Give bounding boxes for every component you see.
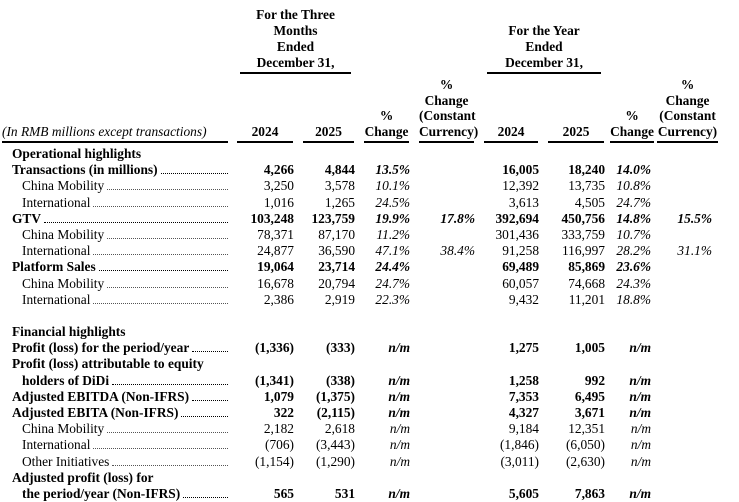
header-empty — [655, 5, 720, 74]
cell-value: 13.5% — [375, 162, 411, 178]
cell-value: (2,630) — [565, 453, 606, 469]
dot-leader — [161, 173, 228, 174]
cell-value: 24.7% — [616, 194, 652, 210]
row-label — [0, 454, 232, 470]
cell-value: 87,170 — [318, 227, 356, 243]
cell-empty — [414, 454, 479, 470]
row-label-text: the period/year (Non-IFRS) — [22, 486, 181, 502]
table-row — [0, 227, 720, 243]
year-label: 2025 — [562, 123, 590, 139]
cell-value: (1,154) — [254, 453, 294, 469]
cell-value: (1,290) — [315, 453, 356, 469]
year-label: 2024 — [497, 123, 525, 139]
row-label-line — [12, 405, 232, 421]
dot-leader — [192, 351, 228, 352]
year-label: 2025 — [315, 123, 342, 139]
row-label-text: Other Initiatives — [22, 453, 110, 469]
cell-value: n/m — [389, 437, 411, 453]
cell-value: 47.1% — [375, 243, 411, 259]
cell-value: n/m — [388, 486, 411, 502]
cell-value: 14.0% — [616, 162, 652, 178]
table-row — [0, 259, 720, 275]
cell-value: n/m — [630, 453, 652, 469]
cell-value: 10.7% — [616, 227, 652, 243]
cell-value: 3,613 — [508, 194, 540, 210]
header-year-group — [479, 5, 609, 74]
cell-value: 13,735 — [568, 178, 606, 194]
cell-value: 22.3% — [375, 291, 411, 307]
table-row — [0, 470, 720, 502]
dot-leader — [107, 189, 228, 190]
cell-value: n/m — [629, 486, 652, 502]
cell-value: 17.8% — [440, 210, 476, 226]
cell-value: 531 — [334, 486, 356, 502]
row-label-line — [12, 195, 232, 211]
cell-value: 38.4% — [440, 243, 476, 259]
cell-value: (3,443) — [315, 437, 356, 453]
header-columns-row — [0, 74, 720, 143]
spacer-cell — [0, 308, 720, 324]
row-label-text: International — [22, 194, 91, 210]
row-label-line — [12, 470, 232, 486]
table-row — [0, 405, 720, 421]
cell-value: n/m — [629, 388, 652, 404]
constant-currency-line: (Constant — [659, 108, 716, 123]
cell-value: 4,505 — [574, 194, 606, 210]
cell-value: (338) — [326, 372, 356, 388]
cell-empty — [414, 356, 479, 388]
cell-empty — [655, 437, 720, 453]
year-label: 2024 — [251, 123, 279, 139]
row-label-text: China Mobility — [22, 227, 105, 243]
cell-empty — [655, 405, 720, 421]
cell-value: 31.1% — [677, 243, 713, 259]
pct-change-line: % — [379, 108, 394, 123]
cell-empty — [414, 470, 479, 502]
dot-leader — [183, 497, 228, 498]
cell-empty — [655, 356, 720, 388]
cell-empty — [414, 259, 479, 275]
row-label-line — [12, 243, 232, 259]
cell-value: 24.5% — [375, 194, 411, 210]
cell-value: 116,997 — [561, 243, 606, 259]
cell-value: n/m — [388, 405, 411, 421]
table-row — [0, 421, 720, 437]
header-group-row — [0, 5, 720, 74]
cell-value: 9,184 — [508, 421, 540, 437]
row-label-text: International — [22, 437, 91, 453]
cell-value: (1,336) — [254, 340, 294, 356]
section-row — [0, 324, 720, 340]
cell-value: 16,678 — [257, 275, 294, 291]
cell-empty — [655, 276, 720, 292]
row-label-text: Financial highlights — [12, 324, 126, 340]
row-label — [0, 162, 232, 178]
row-label-text: China Mobility — [22, 275, 105, 291]
header-empty — [414, 5, 479, 74]
row-label — [0, 292, 232, 308]
cell-value: 1,258 — [508, 372, 540, 388]
row-label-line — [12, 292, 232, 308]
section-row — [0, 143, 720, 162]
cell-value: (1,341) — [254, 372, 294, 388]
cell-value: n/m — [629, 340, 652, 356]
cell-empty — [655, 178, 720, 194]
header-q-2025 — [298, 74, 359, 143]
cell-value: n/m — [388, 340, 411, 356]
row-label — [0, 178, 232, 194]
row-label-text: Operational highlights — [12, 146, 142, 161]
table-row — [0, 389, 720, 405]
cell-empty — [414, 162, 479, 178]
cell-value: 6,495 — [574, 388, 606, 404]
dot-leader — [112, 465, 228, 466]
cell-value: 565 — [273, 486, 294, 502]
cell-value: (333) — [326, 340, 356, 356]
cell-value: 2,618 — [324, 421, 356, 437]
row-label — [0, 437, 232, 453]
cell-value: 450,756 — [561, 210, 606, 226]
cell-value: 36,590 — [318, 243, 356, 259]
financial-highlights-table — [0, 5, 720, 502]
header-q-2024 — [232, 74, 298, 143]
header-q-constant-currency — [414, 74, 479, 143]
cell-empty — [414, 421, 479, 437]
header-y-constant-currency — [655, 74, 720, 143]
cell-empty — [655, 454, 720, 470]
row-label-line — [12, 389, 232, 405]
cell-value: (2,115) — [316, 405, 356, 421]
row-label-line — [12, 276, 232, 292]
cell-value: 60,057 — [502, 275, 540, 291]
cell-value: 19.9% — [375, 210, 411, 226]
constant-currency-line: (Constant — [419, 108, 476, 123]
table-row — [0, 437, 720, 453]
cell-value: 3,250 — [263, 178, 294, 194]
cell-value: n/m — [630, 421, 652, 437]
cell-value: 1,005 — [574, 340, 606, 356]
cell-empty — [655, 259, 720, 275]
cell-value: 992 — [584, 372, 606, 388]
header-group-line: December 31, — [256, 55, 335, 70]
header-y-2025 — [543, 74, 609, 143]
cell-empty — [655, 389, 720, 405]
pct-change-line: % — [625, 108, 639, 123]
row-label-line — [12, 178, 232, 194]
header-group-line: Months — [273, 23, 318, 38]
cell-value: 16,005 — [502, 162, 540, 178]
cell-value: 322 — [273, 405, 294, 421]
table-row — [0, 162, 720, 178]
table-row — [0, 292, 720, 308]
pct-change-line: Change — [364, 123, 409, 139]
cell-empty — [414, 389, 479, 405]
cell-value: 123,759 — [311, 210, 356, 226]
row-label-text: Adjusted profit (loss) for — [12, 469, 154, 485]
cell-value: n/m — [388, 372, 411, 388]
cell-value: 4,327 — [508, 405, 540, 421]
cell-value: 4,266 — [263, 162, 294, 178]
constant-currency-line: Change — [424, 92, 469, 108]
cell-value: 3,671 — [574, 405, 606, 421]
cell-empty — [655, 195, 720, 211]
row-label-text: holders of DiDi — [22, 372, 110, 388]
row-label-text: Adjusted EBITA (Non-IFRS) — [12, 405, 179, 421]
dot-leader — [93, 206, 228, 207]
row-label-line — [12, 259, 232, 275]
row-label-text: China Mobility — [22, 178, 105, 194]
cell-value: 1,265 — [324, 194, 356, 210]
header-empty — [359, 5, 414, 74]
cell-value: 69,489 — [502, 259, 540, 275]
dot-leader — [99, 270, 228, 271]
dot-leader — [44, 222, 228, 223]
cell-value: 23.6% — [616, 259, 652, 275]
cell-value: 9,432 — [508, 291, 540, 307]
row-label-text: GTV — [12, 210, 42, 226]
cell-value: 23,714 — [318, 259, 356, 275]
cell-value: n/m — [629, 405, 652, 421]
cell-empty — [414, 195, 479, 211]
row-label-text: International — [22, 291, 91, 307]
row-label — [0, 421, 232, 437]
cell-value: 11,201 — [568, 291, 606, 307]
dot-leader — [93, 448, 228, 449]
row-label-line — [12, 227, 232, 243]
header-empty — [0, 5, 232, 74]
table-row — [0, 178, 720, 194]
cell-value: 5,605 — [508, 486, 540, 502]
dot-leader — [107, 432, 228, 433]
cell-value: 85,869 — [568, 259, 606, 275]
row-label-line — [12, 324, 720, 340]
row-label — [0, 405, 232, 421]
row-label — [0, 276, 232, 292]
row-label — [0, 470, 232, 502]
constant-currency-line: % — [439, 77, 454, 92]
row-label-line — [12, 340, 232, 356]
spacer-row — [0, 308, 720, 324]
cell-value: (1,375) — [315, 388, 356, 404]
cell-value: 11.2% — [376, 227, 411, 243]
cell-value: (1,846) — [499, 437, 540, 453]
cell-value: 15.5% — [677, 210, 713, 226]
cell-value: 28.2% — [616, 243, 652, 259]
table-row — [0, 276, 720, 292]
cell-value: n/m — [389, 421, 411, 437]
table-note-text: (In RMB millions except transactions) — [2, 124, 228, 144]
header-y-2024 — [479, 74, 543, 143]
constant-currency-line: Currency) — [419, 123, 479, 139]
row-label — [0, 195, 232, 211]
row-label — [0, 227, 232, 243]
cell-value: 10.8% — [616, 178, 652, 194]
table-row — [0, 211, 720, 227]
cell-value: n/m — [388, 388, 411, 404]
cell-value: 7,353 — [508, 388, 540, 404]
row-label-line — [12, 146, 720, 162]
header-y-pct-change — [609, 74, 655, 143]
table-row — [0, 243, 720, 259]
dot-leader — [112, 384, 228, 385]
row-label-line — [12, 454, 232, 470]
row-label-line — [12, 211, 232, 227]
dot-leader — [107, 287, 228, 288]
cell-value: 10.1% — [375, 178, 411, 194]
cell-value: 333,759 — [561, 227, 606, 243]
row-label-line — [12, 421, 232, 437]
row-label — [0, 340, 232, 356]
cell-value: 24,877 — [257, 243, 294, 259]
cell-empty — [414, 405, 479, 421]
constant-currency-line: % — [680, 77, 695, 92]
cell-value: 24.4% — [375, 259, 411, 275]
cell-value: 2,182 — [263, 421, 294, 437]
cell-value: n/m — [629, 372, 652, 388]
cell-value: n/m — [630, 437, 652, 453]
row-label-line — [12, 356, 232, 372]
cell-value: 3,578 — [324, 178, 356, 194]
row-label — [0, 324, 720, 340]
cell-value: 1,079 — [263, 388, 294, 404]
table-row — [0, 340, 720, 356]
cell-empty — [414, 178, 479, 194]
row-label-text: Adjusted EBITDA (Non-IFRS) — [12, 388, 190, 404]
cell-value: 14.8% — [616, 210, 652, 226]
dot-leader — [93, 303, 228, 304]
cell-empty — [655, 421, 720, 437]
cell-value: (3,011) — [500, 453, 540, 469]
cell-empty — [414, 227, 479, 243]
cell-value: 91,258 — [502, 243, 540, 259]
cell-value: 18,240 — [568, 162, 606, 178]
cell-value: 74,668 — [568, 275, 606, 291]
row-label-line — [12, 437, 232, 453]
header-group-line: Ended — [525, 39, 563, 54]
dot-leader — [192, 400, 228, 401]
header-three-months-group — [232, 5, 359, 74]
constant-currency-line: Currency) — [657, 123, 718, 139]
cell-empty — [655, 340, 720, 356]
cell-value: 2,386 — [263, 291, 294, 307]
row-label — [0, 243, 232, 259]
cell-empty — [414, 276, 479, 292]
dot-leader — [181, 416, 228, 417]
dot-leader — [93, 254, 228, 255]
header-group-line: For the Year — [508, 23, 580, 38]
cell-value: 7,863 — [574, 486, 606, 502]
row-label-text: Profit (loss) for the period/year — [12, 340, 190, 356]
header-group-line: Ended — [276, 39, 315, 54]
header-q-pct-change — [359, 74, 414, 143]
row-label-text: Platform Sales — [12, 259, 96, 275]
cell-value: 24.3% — [616, 275, 652, 291]
row-label-text: Profit (loss) attributable to equity — [12, 356, 204, 372]
table-note — [0, 74, 232, 143]
header-empty — [609, 5, 655, 74]
cell-value: 301,436 — [495, 227, 540, 243]
row-label — [0, 143, 720, 162]
dot-leader — [107, 238, 228, 239]
cell-empty — [414, 292, 479, 308]
cell-value: 18.8% — [616, 291, 652, 307]
cell-empty — [414, 437, 479, 453]
cell-value: 392,694 — [495, 210, 540, 226]
cell-value: 12,351 — [568, 421, 606, 437]
cell-value: 12,392 — [502, 178, 540, 194]
cell-empty — [655, 470, 720, 502]
table-header — [0, 5, 720, 143]
cell-value: 24.7% — [375, 275, 411, 291]
cell-empty — [655, 227, 720, 243]
cell-value: 1,275 — [508, 340, 540, 356]
cell-value: 19,064 — [257, 259, 294, 275]
pct-change-line: Change — [610, 123, 654, 139]
row-label-text: Transactions (in millions) — [12, 162, 158, 178]
row-label — [0, 356, 232, 388]
row-label-line — [12, 373, 232, 389]
cell-value: (706) — [264, 437, 294, 453]
row-label — [0, 259, 232, 275]
cell-empty — [655, 162, 720, 178]
header-group-line: December 31, — [505, 55, 583, 70]
cell-empty — [655, 292, 720, 308]
table-row — [0, 356, 720, 388]
row-label-text: International — [22, 243, 91, 259]
cell-value: 2,919 — [324, 291, 356, 307]
cell-empty — [414, 340, 479, 356]
cell-value: 78,371 — [257, 227, 294, 243]
cell-value: 1,016 — [263, 194, 294, 210]
cell-value: 103,248 — [250, 210, 294, 226]
row-label — [0, 211, 232, 227]
constant-currency-line: Change — [665, 92, 710, 108]
table-row — [0, 454, 720, 470]
cell-value: 20,794 — [318, 275, 356, 291]
cell-value: 4,844 — [324, 162, 356, 178]
table-body — [0, 143, 720, 502]
cell-value: n/m — [389, 453, 411, 469]
row-label — [0, 389, 232, 405]
table-row — [0, 195, 720, 211]
row-label-text: China Mobility — [22, 421, 105, 437]
cell-value: (6,050) — [565, 437, 606, 453]
header-group-line: For the Three — [256, 7, 335, 22]
row-label-line — [12, 162, 232, 178]
